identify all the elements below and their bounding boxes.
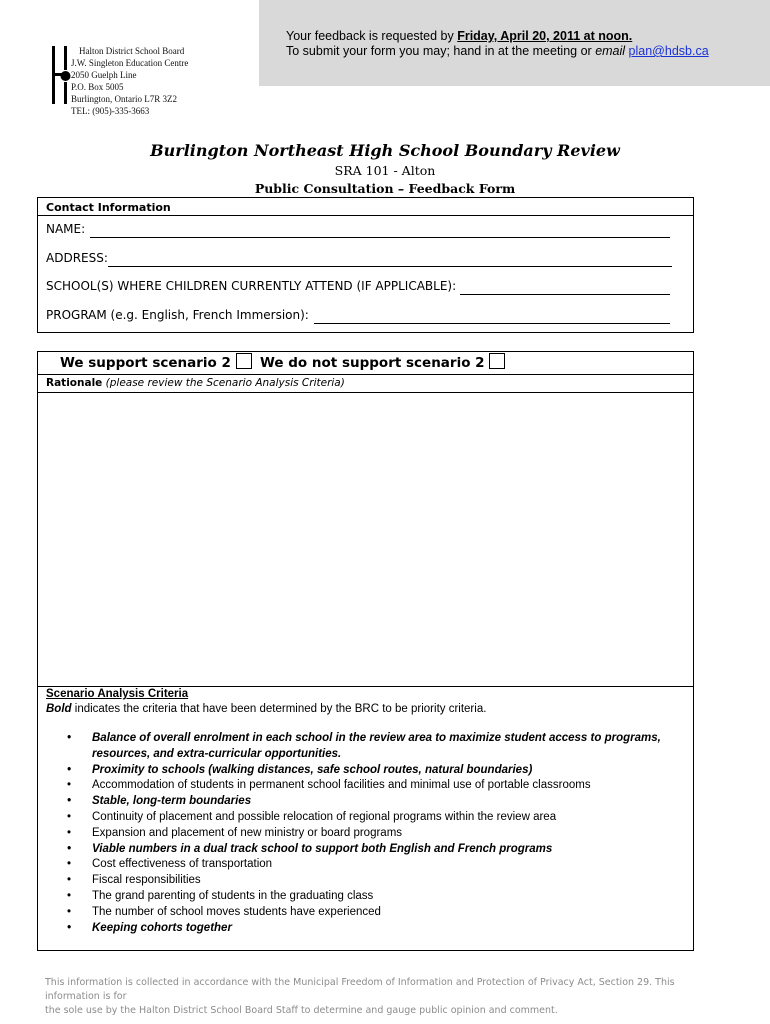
deadline: Friday, April 20, 2011 at noon. — [457, 29, 633, 43]
name-line[interactable] — [90, 222, 670, 238]
school-field[interactable]: SCHOOL(S) WHERE CHILDREN CURRENTLY ATTEND (IF APPLICABLE): — [46, 279, 456, 293]
criteria-description: Bold indicates the criteria that have been determined by the BRC to be priority criteria. — [46, 703, 487, 715]
not-support-checkbox[interactable] — [489, 353, 505, 369]
criteria-item: • Balance of overall enrolment in each school in the review area to maximize student access to programs, resources, and extra-curricular opportunities. — [46, 731, 686, 763]
criteria-header: Scenario Analysis Criteria — [46, 688, 189, 700]
page-subtitle: SRA 101 - Alton — [334, 163, 436, 178]
board-name: Halton District School Board — [79, 46, 185, 56]
criteria-item: • Fiscal responsibilities — [46, 873, 686, 889]
contact-section — [37, 197, 694, 333]
board-logo-icon — [52, 46, 72, 104]
criteria-item: • Continuity of placement and possible relocation of regional programs within the review area — [46, 810, 686, 826]
rationale-textarea[interactable] — [38, 394, 693, 687]
criteria-item: • Accommodation of students in permanent school facilities and minimal use of portable classrooms — [46, 778, 686, 794]
board-address: Halton District School Board J.W. Singleton Education Centre 2050 Guelph Line P.O. Box 5005 Burlington, Ontario L7R 3Z2 TEL: (905)-335-3663 — [71, 46, 189, 116]
criteria-item: • Keeping cohorts together — [46, 921, 686, 937]
contact-header: Contact Information — [38, 198, 693, 216]
address-field[interactable]: ADDRESS: — [46, 251, 108, 265]
email-link[interactable]: plan@hdsb.ca — [628, 44, 709, 58]
program-line[interactable] — [314, 308, 670, 324]
criteria-section — [46, 686, 686, 936]
criteria-item: • Stable, long-term boundaries — [46, 794, 686, 810]
scenario-section — [37, 351, 694, 951]
not-support-option[interactable]: We do not support scenario 2 — [260, 352, 505, 375]
criteria-item: • The number of school moves students have experienced — [46, 905, 686, 921]
address-line[interactable] — [108, 251, 672, 267]
criteria-list — [46, 731, 686, 936]
school-line[interactable] — [460, 279, 670, 295]
feedback-notice — [259, 0, 770, 86]
form-title: Public Consultation – Feedback Form — [254, 181, 516, 196]
criteria-item: • Proximity to schools (walking distances, safe school routes, natural boundaries) — [46, 763, 686, 779]
name-field[interactable]: NAME: — [46, 222, 85, 236]
criteria-item: • Expansion and placement of new ministry or board programs — [46, 826, 686, 842]
privacy-footer: This information is collected in accordance with the Municipal Freedom of Information and Protection of Privacy Act, Section 29. This information is for the sole use by the Halton District School Board Staff to determine and gauge public opinion and comment. — [45, 977, 675, 1016]
criteria-item: • Viable numbers in a dual track school to support both English and French programs — [46, 842, 686, 858]
notice-line-2: To submit your form you may; hand in at the meeting or email plan@hdsb.ca — [286, 44, 709, 58]
page-title: Burlington Northeast High School Boundary Review — [150, 141, 620, 160]
criteria-item: • Cost effectiveness of transportation — [46, 857, 686, 873]
rationale-label: Rationale (please review the Scenario Analysis Criteria) — [38, 374, 693, 393]
support-checkbox[interactable] — [236, 353, 252, 369]
criteria-item: • The grand parenting of students in the graduating class — [46, 889, 686, 905]
scenario-choice-row — [38, 352, 693, 375]
notice-line-1: Your feedback is requested by Friday, April 20, 2011 at noon. — [286, 29, 633, 43]
support-option[interactable]: We support scenario 2 — [60, 352, 252, 375]
program-field[interactable]: PROGRAM (e.g. English, French Immersion): — [46, 308, 309, 322]
